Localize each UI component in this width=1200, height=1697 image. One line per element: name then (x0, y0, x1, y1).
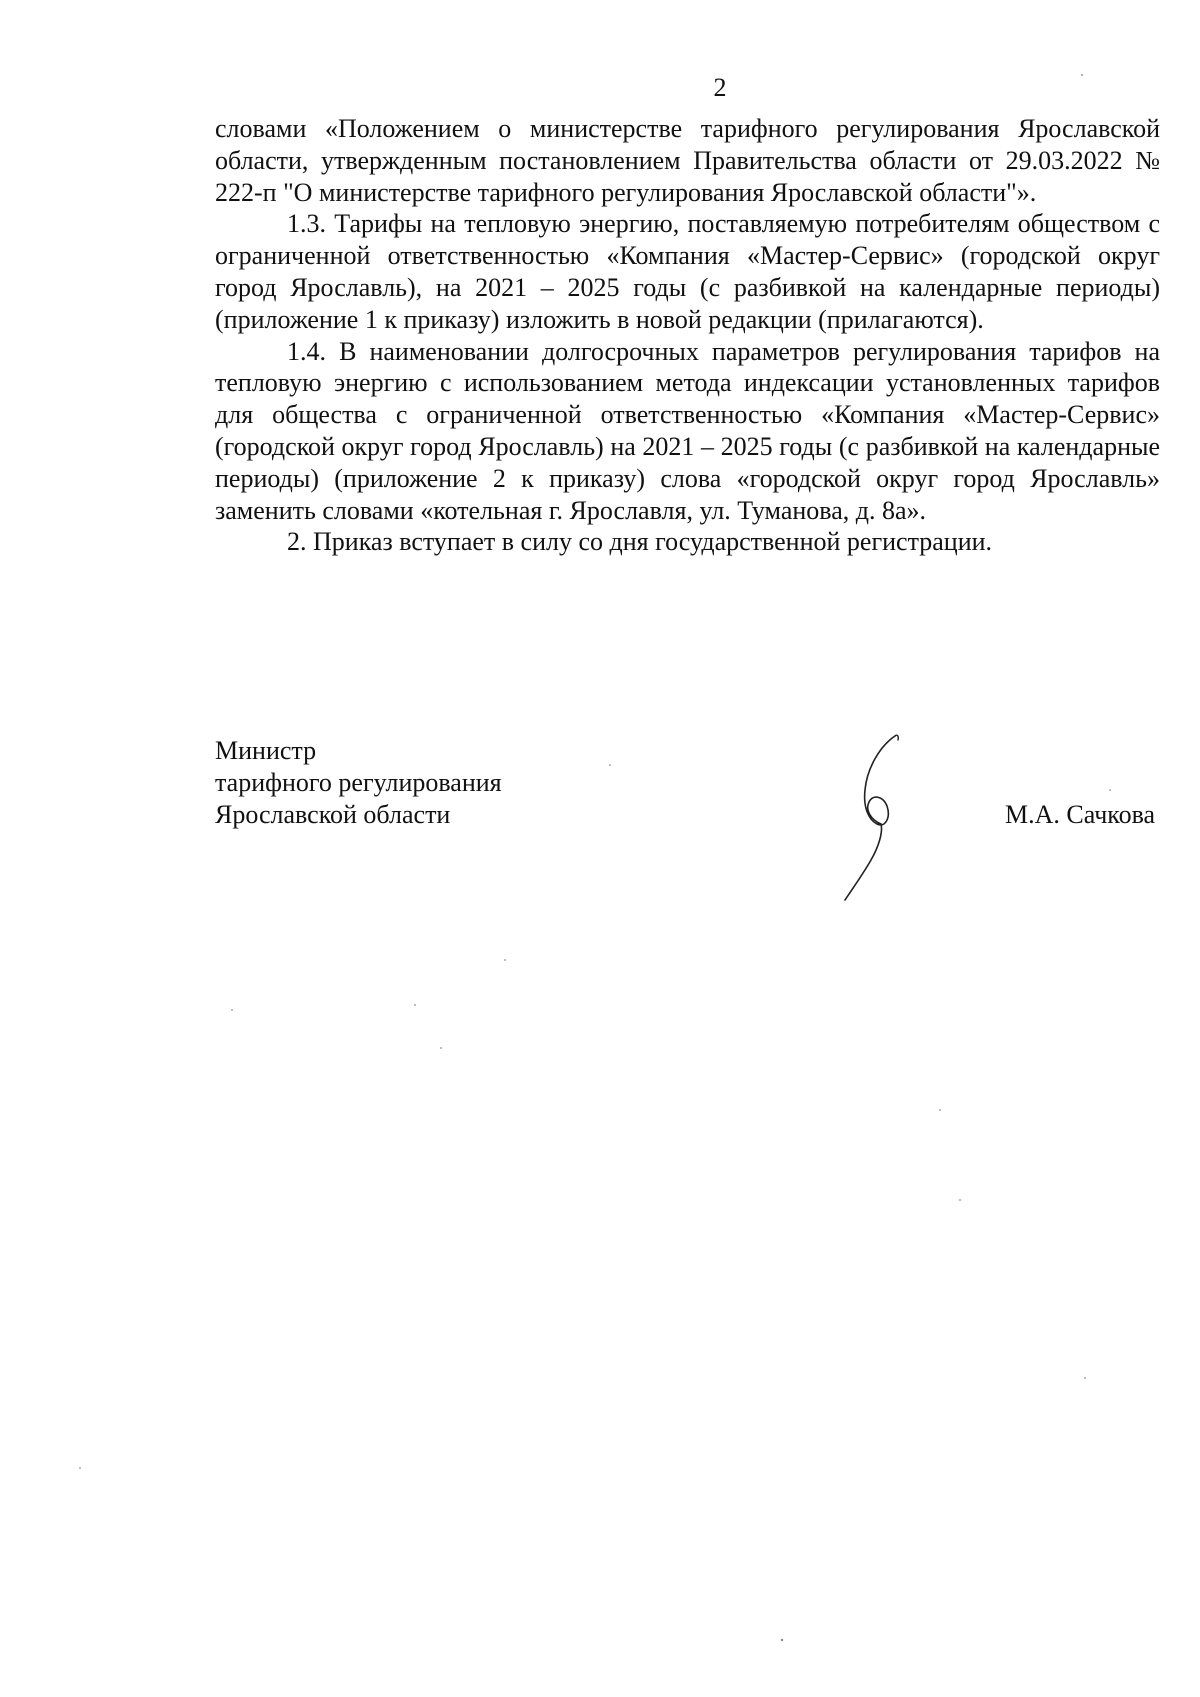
signatory-title (215, 735, 502, 831)
paragraph-2: 2. Приказ вступает в силу со дня государственной регистрации. (287, 527, 993, 557)
page-number: 2 (713, 73, 727, 102)
paragraph-continuation: словами «Положением о министерстве тарифного регулирования Ярославской области, утвержденным постановлением Правительства области от 29.03.2022 № 222-п "О министерстве тарифного регулирования Ярославской области"». (215, 114, 1160, 207)
document-body (215, 113, 1160, 558)
signatory-title-line: Ярославской области (215, 800, 451, 829)
signatory-title-line: Министр (215, 736, 317, 765)
signer-name: М.А. Сачкова (1005, 800, 1156, 829)
signatory-title-line: тарифного регулирования (215, 768, 502, 797)
handwritten-signature (825, 728, 935, 908)
paragraph-1-4: 1.4. В наименовании долгосрочных параметров регулирования тарифов на тепловую энергию с использованием метода индексации установленных тарифов для общества с ограниченной ответственностью «Компания «Мастер-Сервис» (городской округ город Ярославль) на 2021 – 2025 годы (с разбивкой на календарные периоды) (приложение 2 к приказу) слова «городской округ город Ярославль» заменить словами «котельная г. Ярославля, ул. Туманова, д. 8а». (215, 336, 1160, 525)
paragraph-1-3: 1.3. Тарифы на тепловую энергию, поставляемую потребителям обществом с ограниченной ответственностью «Компания «Мастер-Сервис» (городской округ город Ярославль), на 2021 – 2025 годы (с разбивкой на календарные периоды) (приложение 1 к приказу) изложить в новой редакции (прилагаются). (215, 209, 1160, 334)
